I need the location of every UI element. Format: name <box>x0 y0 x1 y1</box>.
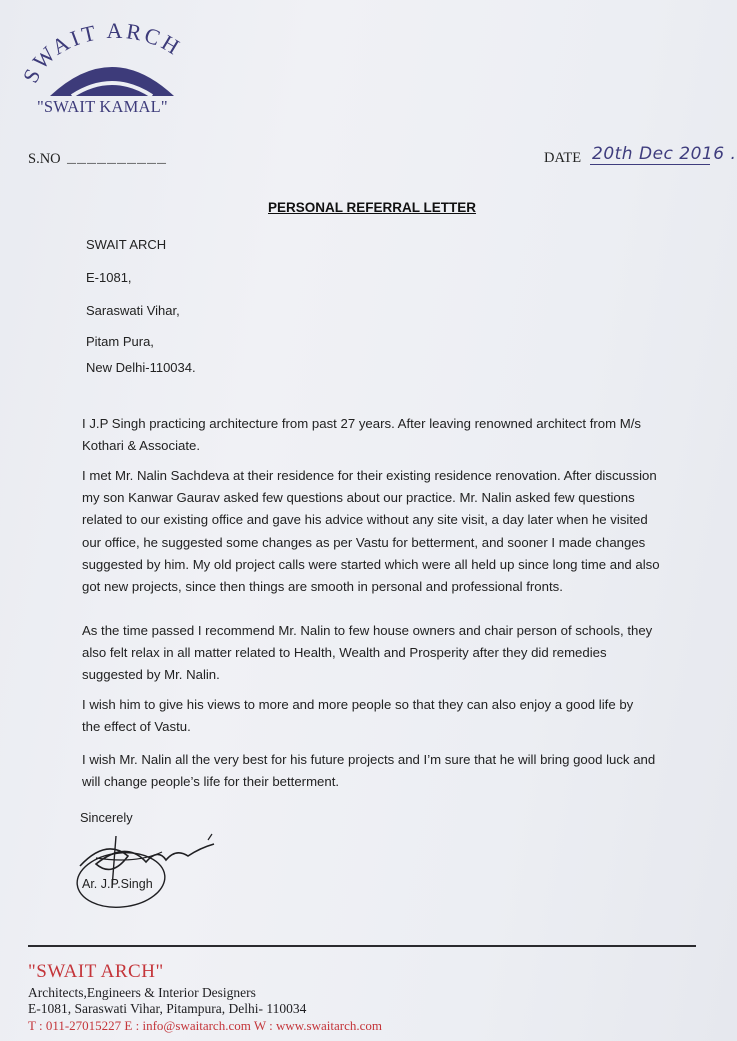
footer-brand: "SWAIT ARCH" <box>28 961 164 982</box>
address-line: Pitam Pura, <box>86 334 154 349</box>
body-paragraph <box>82 694 654 738</box>
address-line: SWAIT ARCH <box>86 237 167 252</box>
body-paragraph <box>82 413 652 457</box>
handwritten-signature <box>66 818 236 913</box>
signatory-name: Ar. J.P.Singh <box>82 877 153 891</box>
footer-divider <box>28 945 696 947</box>
paragraph-text: As the time passed I recommend Mr. Nalin to few house owners and chair person of schools, they also felt relax in all matter related to Health, Wealth and Prosperity after they did remedies suggested by Mr. Nalin. <box>82 623 653 683</box>
address-line: E-1081, <box>86 270 132 285</box>
body-paragraph <box>82 749 660 793</box>
sno-label: S.NO <box>28 151 61 167</box>
paragraph-text: I J.P Singh practicing architecture from past 27 years. After leaving renowned architect from M/s Kothari & Associate. <box>82 416 642 454</box>
paragraph-text: I wish him to give his views to more and more people so that they can also enjoy a good life by the effect of Vastu. <box>82 697 634 735</box>
footer-services: Architects,Engineers & Interior Designers <box>28 985 256 1000</box>
body-paragraph <box>82 620 654 687</box>
footer-contact: T : 011-27015227 E : info@swaitarch.com W : www.swaitarch.com <box>28 1018 382 1033</box>
date-underline <box>590 164 710 165</box>
paragraph-text: I met Mr. Nalin Sachdeva at their residence for their existing residence renovation. After discussion my son Kanwar Gaurav asked few questions about our practice. Mr. Nalin asked few questions related to our existing office and gave his advice without any site visit, a day later when he visited our office, he suggested some changes as per Vastu for betterment, and sooner I made changes suggested by him. My old project calls were started which were all held up since long time and also got new projects, since then things are smooth in personal and professional fronts. <box>82 468 660 595</box>
closing-text: Sincerely <box>80 810 133 825</box>
footer-address: E-1081, Saraswati Vihar, Pitampura, Delhi- 110034 <box>28 1001 307 1016</box>
paragraph-text: I wish Mr. Nalin all the very best for his future projects and I’m sure that he will bring good luck and will change people’s life for their betterment. <box>82 752 656 790</box>
letter-title: PERSONAL REFERRAL LETTER <box>268 200 477 215</box>
address-line: Saraswati Vihar, <box>86 303 180 318</box>
logo-text: SWAIT ARCH <box>17 20 187 87</box>
address-line: New Delhi-110034. <box>86 360 196 375</box>
body-paragraph <box>82 465 660 598</box>
date-label: DATE <box>544 150 582 166</box>
sno-blank: __________ <box>67 150 168 167</box>
date-value: 20th Dec 2016 . <box>592 144 737 164</box>
logo-tagline: "SWAIT KAMAL" <box>37 97 168 116</box>
